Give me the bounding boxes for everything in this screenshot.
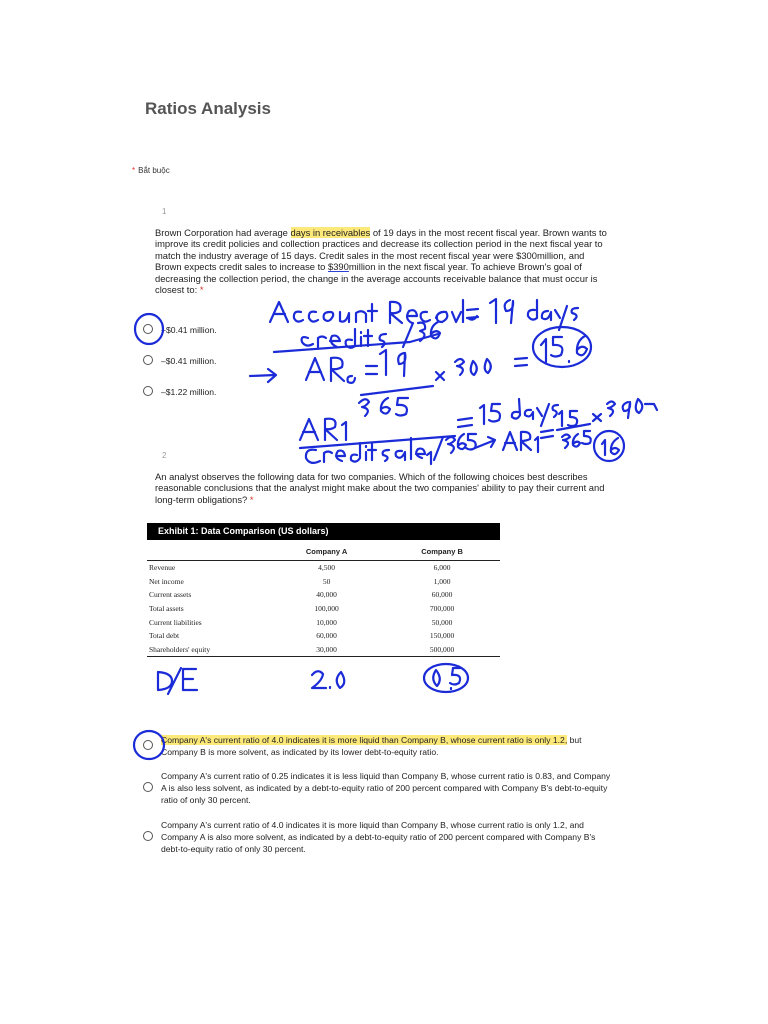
table-cell: 40,000: [316, 590, 337, 600]
question-text: Brown Corporation had average days in receivables of 19 days in the most recent fiscal year. Brown wants to improve its credit policies and collection practices and decrease its collection period in the next fiscal year to match the industry average of 15 days. Credit sales in the most recent fiscal year were $300million, and Brown expects credit sales to increase to $390million in the next fiscal year. To achieve Brown's goal of decreasing the collection period, the change in the average accounts receivable balance that must occur is closest to: *: [155, 227, 607, 296]
highlighted-text: Company A's current ratio of 4.0 indicates it is more liquid than Company B, whose current ratio is only 1.2,: [161, 735, 568, 745]
table-cell: 50: [322, 576, 331, 586]
question-text: An analyst observes the following data for two companies. Which of the following choices best describes reasonable conclusions that the analyst might make about the two companies' ability to pay their current and long-term obligations? *: [155, 471, 605, 505]
option-label: –$0.41 million.: [161, 356, 217, 366]
table-cell: 100,000: [314, 604, 339, 614]
answer-circle-mark: [135, 314, 163, 344]
required-star: *: [132, 166, 136, 175]
column-header: Company B: [384, 540, 500, 561]
question-number: 2: [162, 451, 167, 460]
handwriting-19-days: [467, 299, 578, 330]
handwriting-ar1: [300, 399, 657, 464]
table-cell: 4,500: [318, 563, 335, 573]
table-cell: 10,000: [316, 617, 337, 627]
row-label: Current liabilities: [149, 617, 202, 627]
row-label: Total assets: [149, 604, 184, 614]
row-label: Shareholders' equity: [147, 643, 269, 657]
required-star: *: [199, 284, 204, 296]
required-star: *: [249, 493, 254, 505]
table-cell: 1,000: [433, 576, 451, 586]
underlined-text: $390: [328, 261, 349, 273]
required-label: Bắt buộc: [138, 166, 170, 175]
answer-circle-mark: [134, 731, 164, 759]
question-number: 1: [162, 207, 167, 216]
table-cell: 500,000: [384, 643, 500, 657]
handwriting-credit-sales: [274, 322, 440, 352]
option-label: +$0.41 million.: [161, 325, 217, 335]
row-label: Net income: [149, 576, 184, 586]
table-cell: 150,000: [429, 631, 455, 641]
table-cell: 50,000: [431, 617, 453, 627]
handwriting-account-receivables: [270, 300, 477, 323]
page-title: Ratios Analysis: [145, 99, 271, 118]
column-header: Company A: [269, 540, 384, 561]
row-label: Revenue: [149, 563, 176, 573]
table-cell: 700,000: [429, 604, 455, 614]
option-label: Company A's current ratio of 4.0 indicates it is more liquid than Company B, whose current ratio is only 1.2, but Company B is more solvent, as indicated by its lower debt-to-equity ratio.: [161, 735, 582, 757]
table-cell: 60,000: [316, 631, 337, 641]
row-label: Total debt: [149, 631, 180, 641]
row-label: Current assets: [149, 590, 192, 600]
table-cell: 60,000: [431, 590, 453, 600]
handwriting-de-ratio: [158, 664, 468, 694]
highlighted-text: days in receivables: [290, 227, 371, 238]
option-label: Company A's current ratio of 0.25 indicates it is less liquid than Company B, whose current ratio is 0.83, and Company A is also less solvent, as indicated by a debt-to-equity ratio of 200 percent compared with Company B's debt-to-equity ratio of only 30 percent.: [161, 771, 611, 805]
table-cell: 30,000: [269, 643, 384, 657]
table-cell: 6,000: [433, 563, 451, 573]
option-label: –$1.22 million.: [161, 387, 217, 397]
option-label: Company A's current ratio of 4.0 indicates it is more liquid than Company B, whose current ratio is only 1.2, and Company A is also more solvent, as indicated by a debt-to-equity ratio of 200 percent compared with Company B's debt-to-equity ratio of only 30 percent.: [161, 820, 596, 854]
exhibit-title: Exhibit 1: Data Comparison (US dollars): [147, 523, 500, 540]
